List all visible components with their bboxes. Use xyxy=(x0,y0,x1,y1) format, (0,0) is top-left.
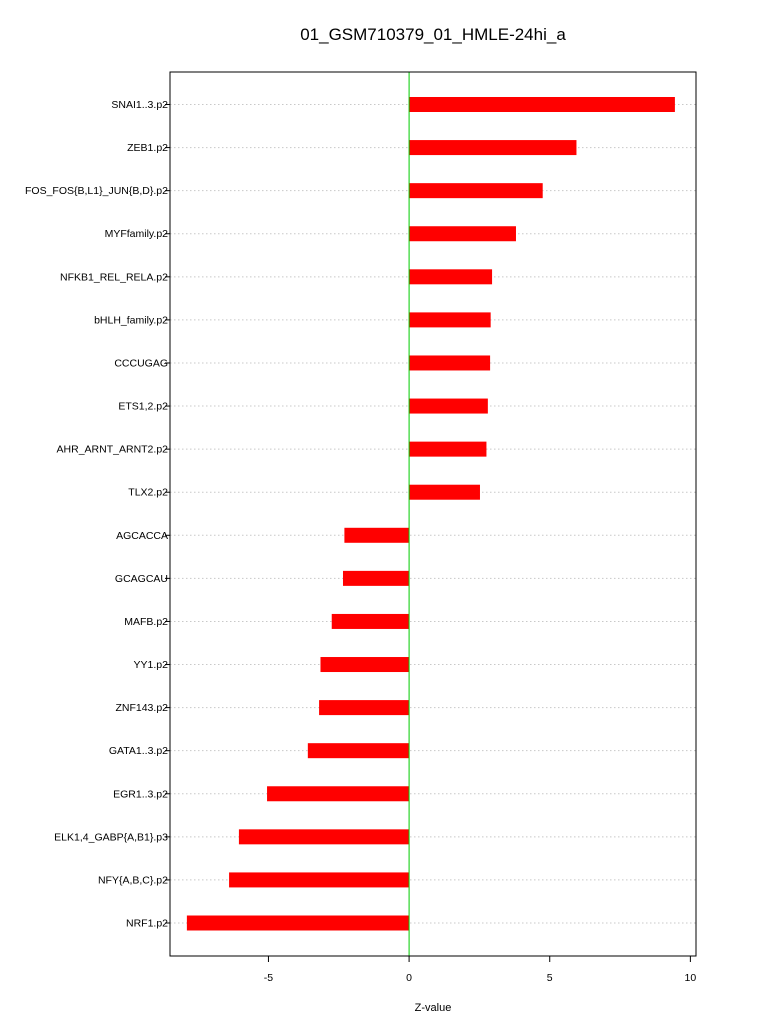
category-label: FOS_FOS{B,L1}_JUN{B,D}.p2 xyxy=(25,185,168,198)
category-label: YY1.p2 xyxy=(133,659,168,672)
x-axis-label: Z-value xyxy=(414,1002,452,1014)
category-label: AHR_ARNT_ARNT2.p2 xyxy=(56,443,168,456)
chart-title: 01_GSM710379_01_HMLE-24hi_a xyxy=(300,25,566,44)
bar xyxy=(308,743,409,758)
bar xyxy=(319,700,409,715)
category-label: NFKB1_REL_RELA.p2 xyxy=(60,271,168,284)
category-label: ZEB1.p2 xyxy=(127,142,168,155)
bar xyxy=(344,528,409,543)
bar xyxy=(229,872,409,887)
x-tick-label: 10 xyxy=(684,972,697,984)
bar xyxy=(409,485,480,500)
bars xyxy=(187,97,675,931)
x-tick-label: 0 xyxy=(406,972,413,984)
bar xyxy=(409,140,576,155)
bar xyxy=(187,916,409,931)
category-label: EGR1..3.p2 xyxy=(113,788,168,801)
category-label: AGCACCA xyxy=(116,529,168,542)
bar xyxy=(409,312,491,327)
plot-frame xyxy=(170,72,696,956)
bar xyxy=(409,355,490,370)
x-axis-ticks xyxy=(264,956,697,984)
category-label: GATA1..3.p2 xyxy=(108,745,168,758)
category-label: MYFfamily.p2 xyxy=(104,228,168,241)
x-tick-label: -5 xyxy=(263,972,274,984)
bar xyxy=(409,442,486,457)
bar xyxy=(239,829,409,844)
category-label: TLX2.p2 xyxy=(128,486,168,499)
bar xyxy=(267,786,409,801)
category-label: GCAGCAU xyxy=(114,572,168,585)
category-label: ETS1,2.p2 xyxy=(118,400,168,413)
category-label: ELK1,4_GABP{A,B1}.p3 xyxy=(54,831,168,844)
bar xyxy=(409,183,543,198)
bar xyxy=(320,657,409,672)
bar xyxy=(409,269,492,284)
category-labels xyxy=(25,99,170,930)
bar xyxy=(332,614,409,629)
category-label: SNAI1..3.p2 xyxy=(111,99,168,111)
category-label: NFY{A,B,C}.p2 xyxy=(97,874,168,887)
category-label: CCCUGAG xyxy=(114,357,168,370)
bar xyxy=(409,226,516,241)
category-label: NRF1.p2 xyxy=(125,917,168,930)
bar xyxy=(409,399,488,414)
category-label: MAFB.p2 xyxy=(124,615,168,628)
x-tick-label: 5 xyxy=(546,972,553,984)
bar xyxy=(343,571,409,586)
category-label: ZNF143.p2 xyxy=(115,702,168,715)
bar xyxy=(409,97,675,112)
category-label: bHLH_family.p2 xyxy=(94,314,168,327)
